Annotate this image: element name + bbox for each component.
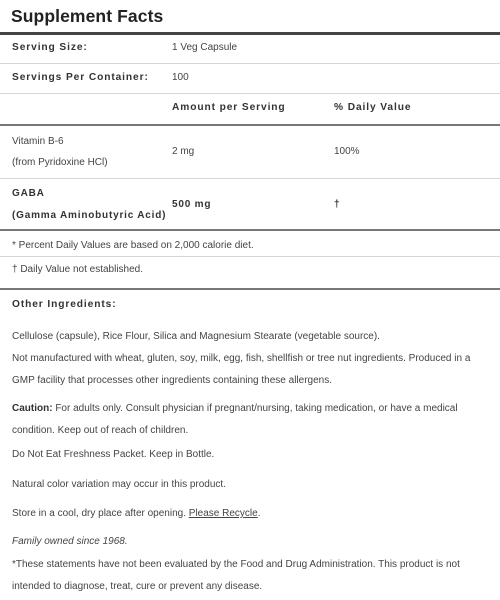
fda-statement: *These statements have not been evaluated by the Food and Drug Administration. This product is not intended to diagnose, treat, cure or prevent any disease. <box>12 559 460 592</box>
serving-size-label: Serving Size: <box>12 42 88 53</box>
divider <box>0 93 500 94</box>
freshness-note: Do Not Eat Freshness Packet. Keep in Bottle. <box>12 449 215 460</box>
allergen-note: Not manufactured with wheat, gluten, soy, milk, egg, fish, shellfish or tree nut ingredients. Produced in a GMP facility that processes other ingredients containing these allergens. <box>12 353 471 386</box>
storage-text: Store in a cool, dry place after opening. <box>12 508 189 519</box>
servings-per-container-label: Servings Per Container: <box>12 72 149 83</box>
divider <box>0 178 500 179</box>
storage-paragraph <box>12 503 494 525</box>
caution-paragraph <box>12 398 494 442</box>
divider <box>0 63 500 64</box>
please-recycle-link[interactable]: Please Recycle <box>188 508 258 519</box>
daily-value-header: % Daily Value <box>334 102 412 113</box>
table-bottom-rule <box>0 229 500 231</box>
title-rule <box>0 32 500 35</box>
amount-per-serving-header: Amount per Serving <box>172 102 286 113</box>
nutrient-name: GABA <box>12 188 45 199</box>
nutrient-name: Vitamin B-6 <box>12 136 64 147</box>
section-rule <box>0 288 500 290</box>
family-note: Family owned since 1968. <box>12 536 128 547</box>
storage-suffix: . <box>257 508 261 519</box>
nutrient-amount: 500 mg <box>172 199 212 210</box>
other-ingredients-heading: Other Ingredients: <box>12 299 117 310</box>
color-variation-note: Natural color variation may occur in this product. <box>12 479 226 490</box>
servings-per-container-value: 100 <box>172 72 189 83</box>
page-title: Supplement Facts <box>11 6 164 26</box>
table-header-rule <box>0 124 500 126</box>
caution-label: Caution: <box>12 403 53 414</box>
other-ingredients-text: Cellulose (capsule), Rice Flour, Silica and Magnesium Stearate (vegetable source). <box>12 331 380 342</box>
caution-text: For adults only. Consult physician if pregnant/nursing, taking medication, or have a medical condition. Keep out of reach of children. <box>12 403 458 436</box>
serving-size-value: 1 Veg Capsule <box>172 42 238 53</box>
footnote: † Daily Value not established. <box>12 264 144 275</box>
nutrient-daily-value: 100% <box>334 146 360 157</box>
divider <box>0 256 500 257</box>
nutrient-daily-value: † <box>334 199 341 210</box>
nutrient-source: (Gamma Aminobutyric Acid) <box>12 210 167 221</box>
footnote: * Percent Daily Values are based on 2,000 calorie diet. <box>12 240 254 251</box>
nutrient-amount: 2 mg <box>172 146 195 157</box>
nutrient-source: (from Pyridoxine HCl) <box>12 157 108 168</box>
